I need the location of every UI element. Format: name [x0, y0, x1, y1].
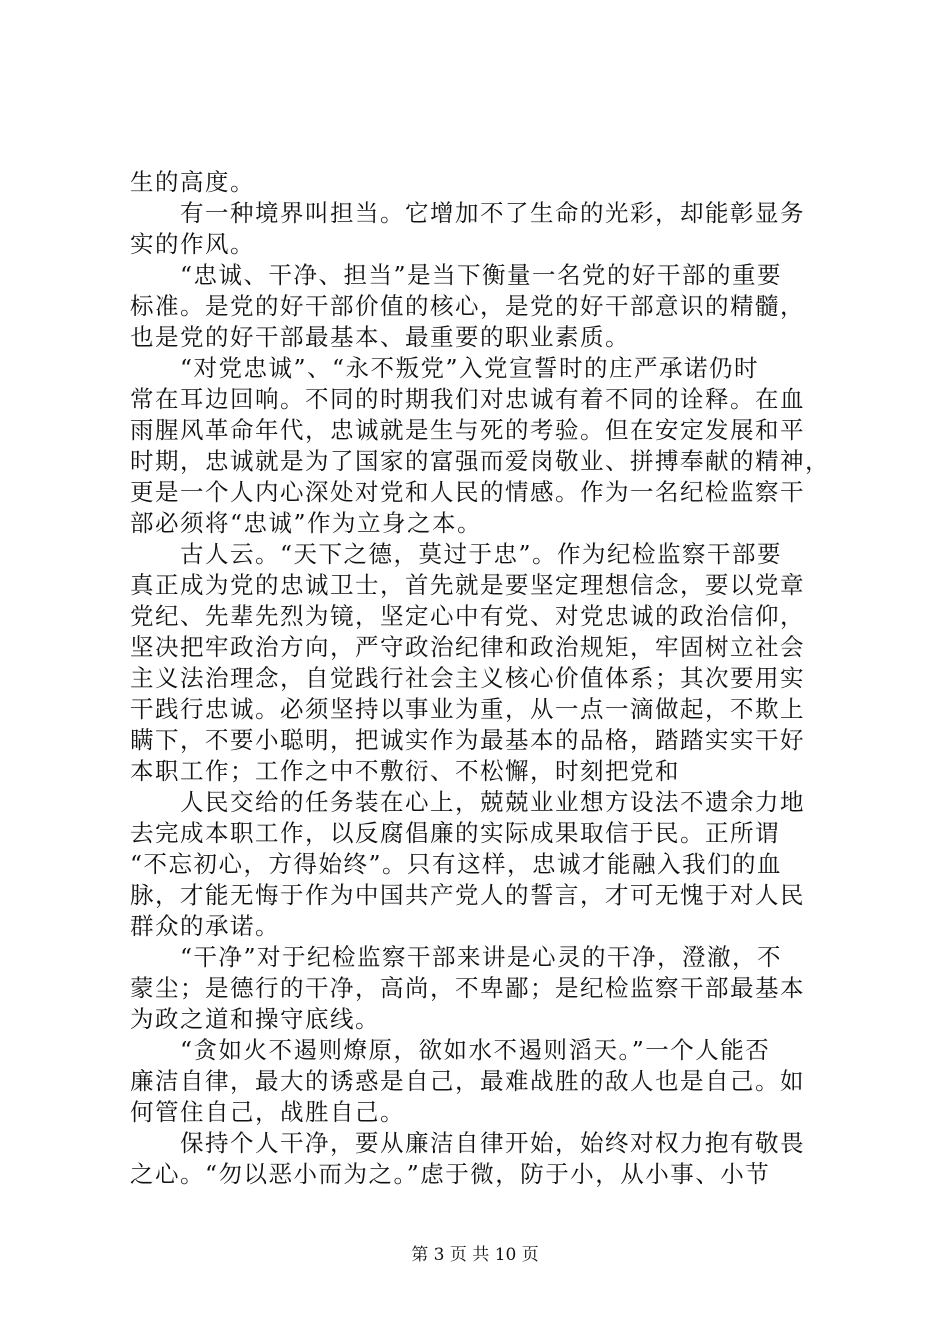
text-line: 部必须将“忠诚”作为立身之本。	[130, 509, 483, 537]
text-line: “对党忠诚”、“永不叛党”入党宣誓时的庄严承诺仍时	[180, 354, 760, 382]
text-line: 蒙尘；是德行的干净，高尚，不卑鄙；是纪检监察干部最基本	[130, 974, 805, 1002]
text-line: “贪如火不遏则燎原，欲如水不遏则滔天。”一个人能否	[180, 1036, 771, 1064]
text-line: 脉，才能无悔于作为中国共产党人的誓言，才可无愧于对人民	[130, 881, 805, 909]
text-line: 主义法治理念，自觉践行社会主义核心价值体系；其次要用实	[130, 664, 805, 692]
text-line: 之心。“勿以恶小而为之。”虑于微，防于小，从小事、小节	[130, 1160, 771, 1188]
text-line: 瞒下，不要小聪明，把诚实作为最基本的品格，踏踏实实干好	[130, 726, 805, 754]
text-line: 更是一个人内心深处对党和人民的情感。作为一名纪检监察干	[130, 478, 805, 506]
text-line: 也是党的好干部最基本、最重要的职业素质。	[130, 323, 630, 351]
document-body	[130, 167, 830, 1190]
text-line: 党纪、先辈先烈为镜，坚定心中有党、对党忠诚的政治信仰，	[130, 602, 805, 630]
text-line: 群众的承诺。	[130, 912, 280, 940]
text-line: 标准。是党的好干部价值的核心，是党的好干部意识的精髓，	[130, 292, 805, 320]
text-line: 去完成本职工作，以反腐倡廉的实际成果取信于民。正所谓	[130, 819, 780, 847]
text-line: 何管住自己，战胜自己。	[130, 1098, 405, 1126]
text-line: 生的高度。	[130, 168, 255, 196]
text-line: 保持个人干净，要从廉洁自律开始，始终对权力抱有敬畏	[180, 1129, 805, 1157]
text-line: 为政之道和操守底线。	[130, 1005, 380, 1033]
text-line: 坚决把牢政治方向，严守政治纪律和政治规矩，牢固树立社会	[130, 633, 805, 661]
text-line: “不忘初心，方得始终”。只有这样，忠诚才能融入我们的血	[130, 850, 783, 878]
text-line: 真正成为党的忠诚卫士，首先就是要坚定理想信念，要以党章	[130, 571, 805, 599]
text-line: 本职工作；工作之中不敷衍、不松懈，时刻把党和	[130, 757, 680, 785]
text-line: 常在耳边回响。不同的时期我们对忠诚有着不同的诠释。在血	[130, 385, 805, 413]
text-line: 廉洁自律，最大的诱惑是自己，最难战胜的敌人也是自己。如	[130, 1067, 805, 1095]
text-line: 古人云。“天下之德，莫过于忠”。作为纪检监察干部要	[180, 540, 783, 568]
text-line: 有一种境界叫担当。它增加不了生命的光彩，却能彰显务	[180, 199, 805, 227]
text-line: 干践行忠诚。必须坚持以事业为重，从一点一滴做起，不欺上	[130, 695, 805, 723]
text-line: “干净”对于纪检监察干部来讲是心灵的干净，澄澈，不	[180, 943, 783, 971]
text-line: “忠诚、干净、担当”是当下衡量一名党的好干部的重要	[180, 261, 783, 289]
page-footer: 第 3 页 共 10 页	[411, 1245, 539, 1265]
text-line: 实的作风。	[130, 230, 255, 258]
text-line: 雨腥风革命年代，忠诚就是生与死的考验。但在安定发展和平	[130, 416, 805, 444]
text-line: 人民交给的任务装在心上，兢兢业业想方设法不遗余力地	[180, 788, 805, 816]
text-line: 时期，忠诚就是为了国家的富强而爱岗敬业、拼搏奉献的精神，	[130, 447, 830, 475]
